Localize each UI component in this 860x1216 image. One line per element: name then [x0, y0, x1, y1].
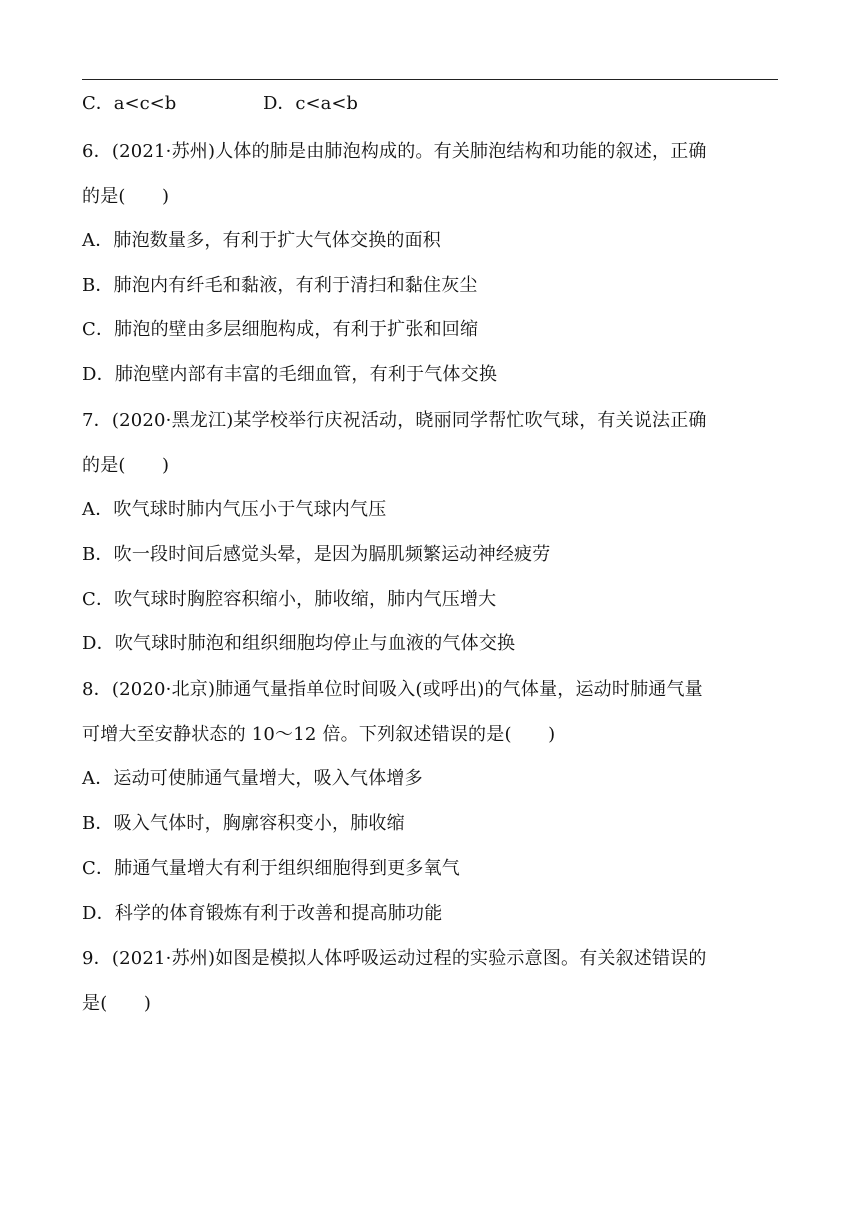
q6-option-c: C．肺泡的壁由多层细胞构成，有利于扩张和回缩: [82, 319, 479, 340]
q8-option-b: B．吸入气体时，胸廓容积变小，肺收缩: [82, 813, 405, 834]
header-rule: [82, 79, 778, 80]
q8-option-d: D．科学的体育锻炼有利于改善和提高肺功能: [82, 903, 443, 924]
q6-stem-line1: 6．(2021·苏州)人体的肺是由肺泡构成的。有关肺泡结构和功能的叙述，正确: [82, 141, 707, 162]
prev-option-d: D．c<a<b: [263, 93, 358, 114]
q6-stem-line2: 的是( ): [82, 186, 170, 207]
q7-option-a: A．吹气球时肺内气压小于气球内气压: [82, 499, 387, 520]
q9-stem-line2: 是( ): [82, 993, 152, 1014]
q7-option-c: C．吹气球时胸腔容积缩小，肺收缩，肺内气压增大: [82, 589, 497, 610]
q7-option-d: D．吹气球时肺泡和组织细胞均停止与血液的气体交换: [82, 633, 516, 654]
q6-option-a: A．肺泡数量多，有利于扩大气体交换的面积: [82, 230, 441, 251]
q7-option-b: B．吹一段时间后感觉头晕，是因为膈肌频繁运动神经疲劳: [82, 544, 551, 565]
q8-stem-line1: 8．(2020·北京)肺通气量指单位时间吸入(或呼出)的气体量，运动时肺通气量: [82, 679, 703, 700]
q6-option-b: B．肺泡内有纤毛和黏液，有利于清扫和黏住灰尘: [82, 275, 478, 296]
q8-stem-line2: 可增大至安静状态的 10～12 倍。下列叙述错误的是( ): [82, 724, 556, 745]
q6-option-d: D．肺泡壁内部有丰富的毛细血管，有利于气体交换: [82, 364, 498, 385]
q8-option-c: C．肺通气量增大有利于组织细胞得到更多氧气: [82, 858, 460, 879]
q9-stem-line1: 9．(2021·苏州)如图是模拟人体呼吸运动过程的实验示意图。有关叙述错误的: [82, 948, 707, 969]
q7-stem-line1: 7．(2020·黑龙江)某学校举行庆祝活动，晓丽同学帮忙吹气球，有关说法正确: [82, 410, 707, 431]
prev-option-c: C．a<c<b: [82, 93, 177, 114]
q7-stem-line2: 的是( ): [82, 455, 170, 476]
q8-option-a: A．运动可使肺通气量增大，吸入气体增多: [82, 768, 423, 789]
